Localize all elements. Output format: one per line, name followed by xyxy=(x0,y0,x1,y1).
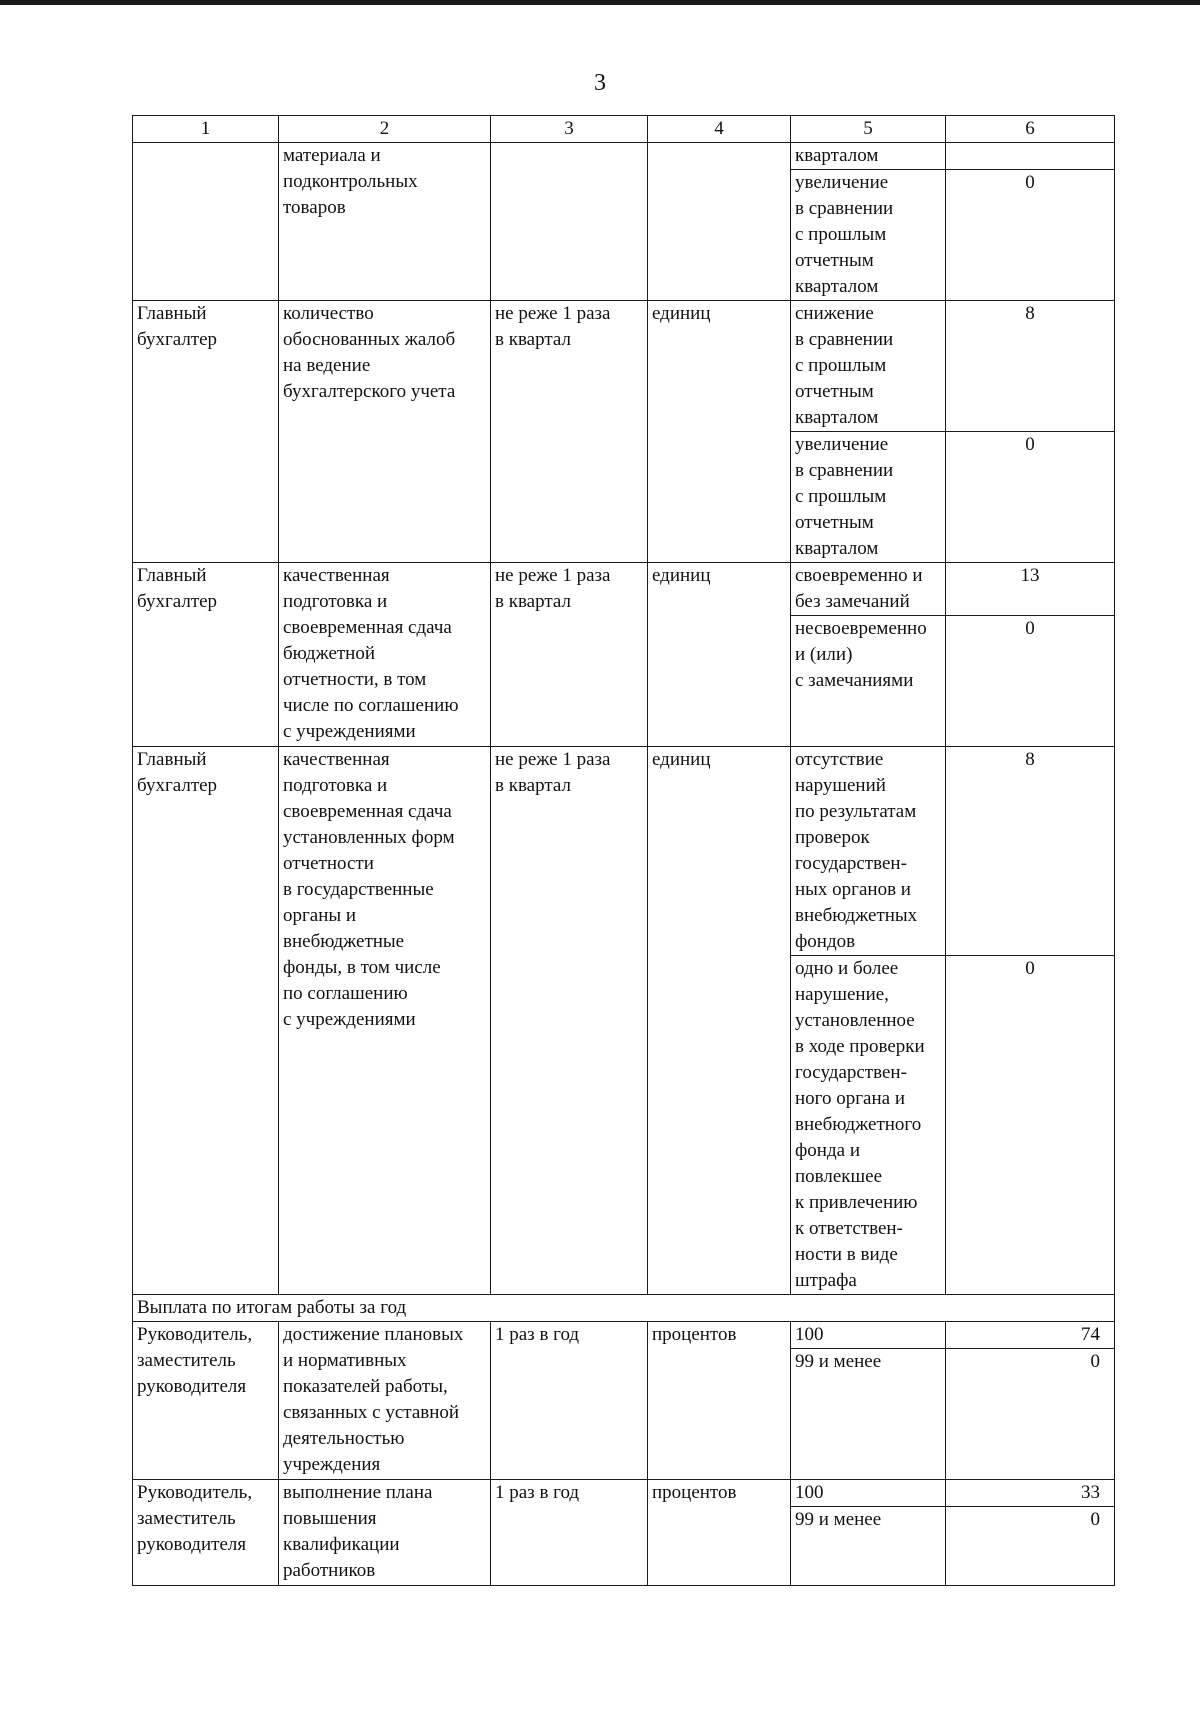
cell-criterion: отсутствие нарушений по результатам проверок государствен- ных органов и внебюджетных фондов xyxy=(791,747,946,956)
section-title: Выплата по итогам работы за год xyxy=(133,1295,1115,1322)
cell-position: Главный бухгалтер xyxy=(133,563,279,747)
cell-indicator: количество обоснованных жалоб на ведение бухгалтерского учета xyxy=(279,301,491,563)
cell-unit: процентов xyxy=(648,1480,791,1586)
table-row xyxy=(133,747,1115,956)
cell-position: Главный бухгалтер xyxy=(133,747,279,1295)
cell-value: 0 xyxy=(946,956,1115,1295)
cell-frequency: 1 раз в год xyxy=(491,1322,648,1480)
cell-unit: процентов xyxy=(648,1322,791,1480)
cell-indicator: качественная подготовка и своевременная сдача бюджетной отчетности, в том числе по соглашению с учреждениями xyxy=(279,563,491,747)
cell-frequency: не реже 1 раза в квартал xyxy=(491,747,648,1295)
header-cell: 4 xyxy=(648,116,791,143)
cell-criterion: несвоевременно и (или) с замечаниями xyxy=(791,616,946,747)
cell-unit xyxy=(648,143,791,301)
cell-unit: единиц xyxy=(648,747,791,1295)
cell-position: Руководитель, заместитель руководителя xyxy=(133,1322,279,1480)
cell-value xyxy=(946,143,1115,170)
header-cell: 2 xyxy=(279,116,491,143)
top-border-line xyxy=(0,0,1200,5)
cell-position: Главный бухгалтер xyxy=(133,301,279,563)
header-cell: 3 xyxy=(491,116,648,143)
table-header-row xyxy=(133,116,1115,143)
cell-criterion: 100 xyxy=(791,1480,946,1507)
table-row xyxy=(133,301,1115,432)
cell-position xyxy=(133,143,279,301)
cell-indicator: выполнение плана повышения квалификации работников xyxy=(279,1480,491,1586)
cell-value: 0 xyxy=(946,432,1115,563)
section-row xyxy=(133,1295,1115,1322)
cell-criterion: 99 и менее xyxy=(791,1507,946,1586)
page-number: 3 xyxy=(594,70,606,96)
header-cell: 1 xyxy=(133,116,279,143)
cell-criterion: увеличение в сравнении с прошлым отчетным кварталом xyxy=(791,170,946,301)
header-cell: 5 xyxy=(791,116,946,143)
cell-value: 8 xyxy=(946,301,1115,432)
indicators-table xyxy=(132,115,1115,1586)
cell-frequency xyxy=(491,143,648,301)
table-row xyxy=(133,143,1115,170)
cell-indicator: достижение плановых и нормативных показателей работы, связанных с уставной деятельностью учреждения xyxy=(279,1322,491,1480)
table-row xyxy=(133,563,1115,616)
cell-value: 74 xyxy=(946,1322,1115,1349)
cell-value: 13 xyxy=(946,563,1115,616)
cell-indicator: материала и подконтрольных товаров xyxy=(279,143,491,301)
cell-unit: единиц xyxy=(648,301,791,563)
cell-criterion: 100 xyxy=(791,1322,946,1349)
header-cell: 6 xyxy=(946,116,1115,143)
cell-frequency: 1 раз в год xyxy=(491,1480,648,1586)
cell-frequency: не реже 1 раза в квартал xyxy=(491,563,648,747)
cell-criterion: увеличение в сравнении с прошлым отчетным кварталом xyxy=(791,432,946,563)
cell-unit: единиц xyxy=(648,563,791,747)
cell-criterion: одно и более нарушение, установленное в ходе проверки государствен- ного органа и внебюджетного фонда и повлекшее к привлечению к ответствен- ности в виде штрафа xyxy=(791,956,946,1295)
cell-value: 0 xyxy=(946,1507,1115,1586)
cell-value: 0 xyxy=(946,170,1115,301)
table-row xyxy=(133,1480,1115,1507)
table-row xyxy=(133,1322,1115,1349)
cell-value: 33 xyxy=(946,1480,1115,1507)
cell-position: Руководитель, заместитель руководителя xyxy=(133,1480,279,1586)
cell-frequency: не реже 1 раза в квартал xyxy=(491,301,648,563)
cell-criterion: снижение в сравнении с прошлым отчетным кварталом xyxy=(791,301,946,432)
cell-criterion: 99 и менее xyxy=(791,1349,946,1480)
cell-value: 0 xyxy=(946,1349,1115,1480)
cell-value: 8 xyxy=(946,747,1115,956)
cell-indicator: качественная подготовка и своевременная сдача установленных форм отчетности в государственные органы и внебюджетные фонды, в том числе по соглашению с учреждениями xyxy=(279,747,491,1295)
cell-criterion: кварталом xyxy=(791,143,946,170)
cell-value: 0 xyxy=(946,616,1115,747)
cell-criterion: своевременно и без замечаний xyxy=(791,563,946,616)
